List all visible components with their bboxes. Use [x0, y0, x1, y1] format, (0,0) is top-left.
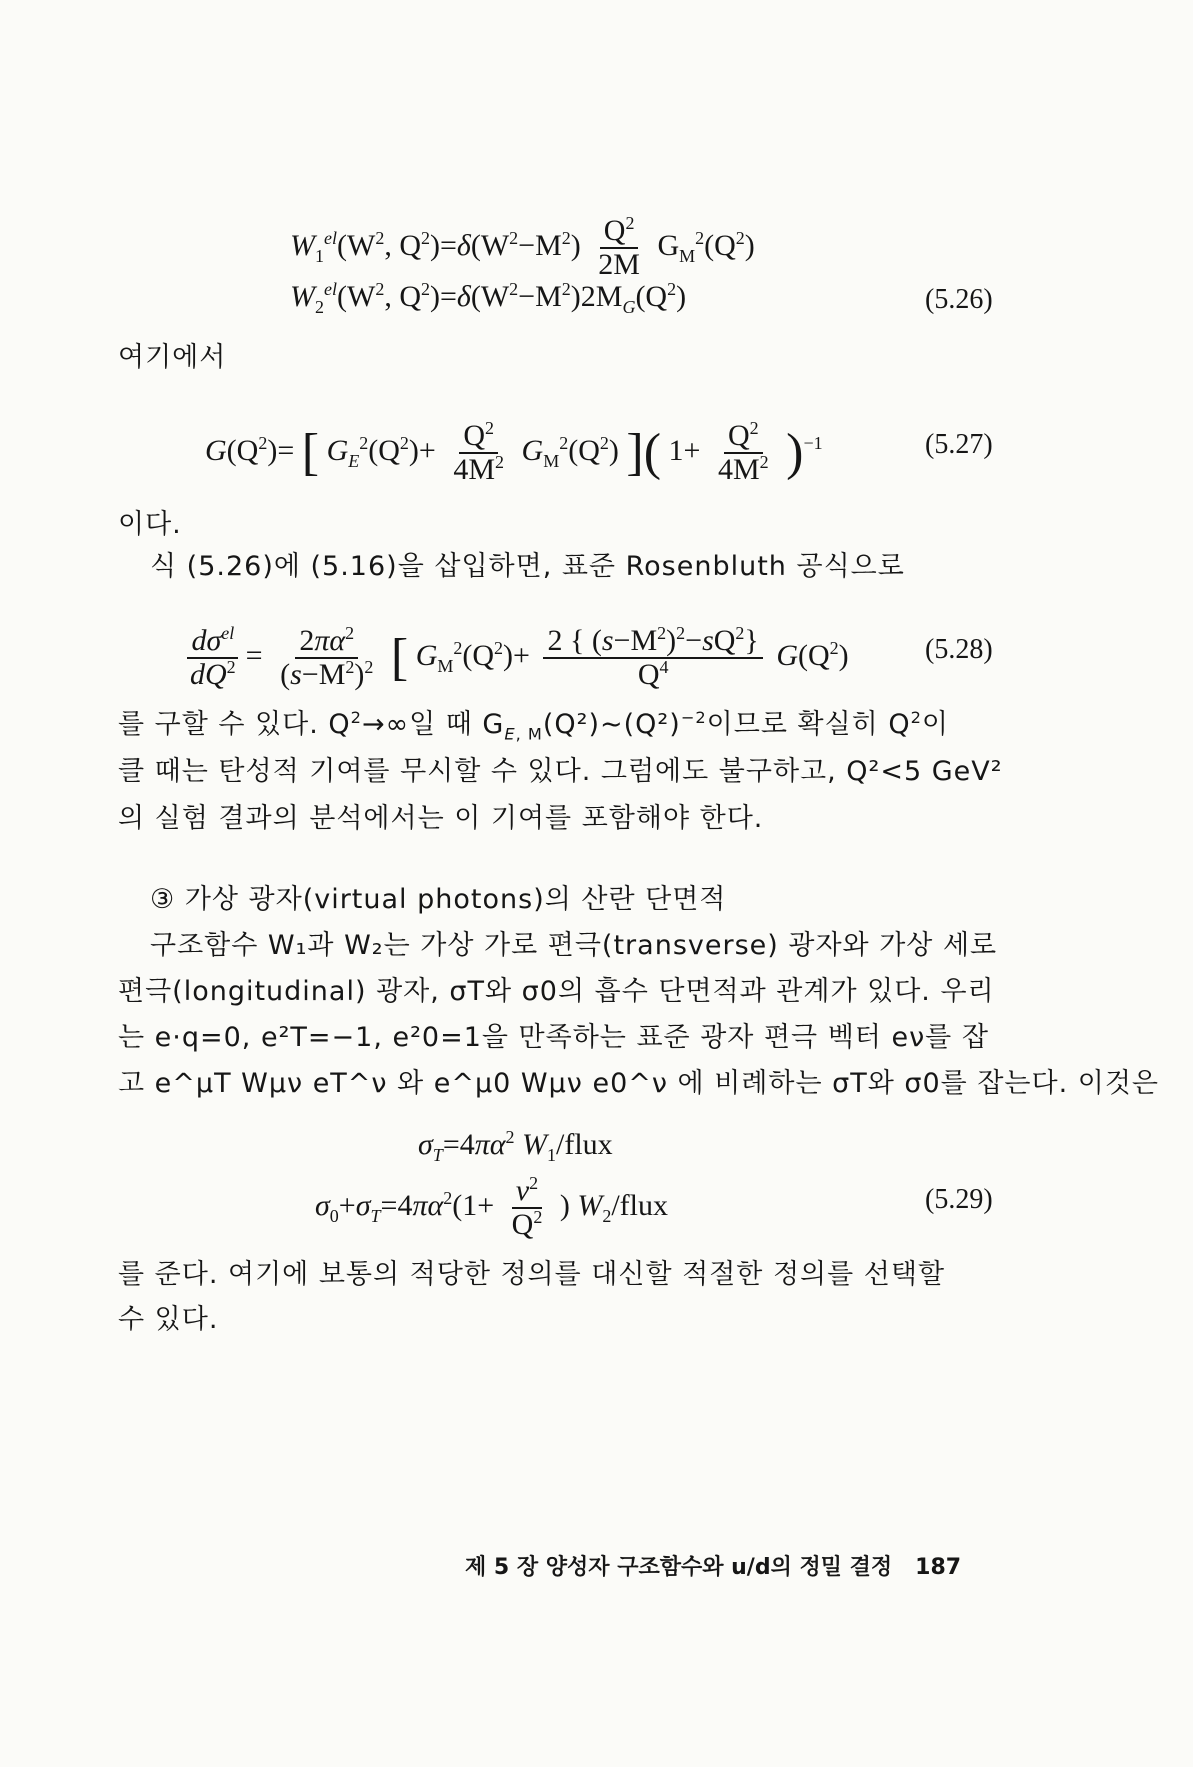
equation-number: (5.26)	[925, 284, 993, 315]
section-heading: ③ 가상 광자(virtual photons)의 산란 단면적	[150, 884, 727, 915]
running-footer	[465, 1550, 961, 1581]
equation-number: (5.27)	[925, 429, 993, 460]
equation-number: (5.29)	[925, 1184, 993, 1215]
paragraph-line: 고 e^μT Wμν eT^ν 와 e^μ0 Wμν e0^ν 에 비례하는 σT와 σ0를 잡는다. 이것은	[118, 1068, 1159, 1099]
paragraph-text	[150, 547, 905, 587]
equation-5-26-line1: $W_1^{el}(W^2$, $Q^2)=\delta(W^2-M^2)$ $\frac{Q^2}{2M}$ $G_M^2(Q^2)$	[290, 213, 755, 281]
equation-5-28: $\frac{d\sigma^{el}}{dQ^2}$ = $\frac{2\pi\alpha^2}{(s-M^2)^2}$ [ $G_M^2(Q^2)+$ $\frac{2 \{ (s-M^2)^2-sQ^2\}}{Q^4}$ $G(Q^2)$	[180, 625, 849, 691]
paragraph-line: 편극(longitudinal) 광자, σT와 σ0의 흡수 단면적과 관계가 있다. 우리	[118, 976, 995, 1007]
paragraph-text: 이다.	[118, 509, 182, 540]
equation-5-27: $G(Q^2)=$ [ $G_E^2(Q^2)+$ $\frac{Q^2}{4M^2}$ $G_M^2(Q^2)$ ]( 1+ $\frac{Q^2}{4M^2}$ )$^{-1}$	[205, 418, 823, 486]
intro-sentence: 식 (5.26)에 (5.16)을 삽입하면, 표준 Rosenbluth 공식으로	[150, 551, 905, 582]
equation-number: (5.28)	[925, 634, 993, 665]
equation-5-26-line2: $W_2^{el}(W^2$, $Q^2)=\delta(W^2-M^2)2M_G(Q^2)$	[290, 279, 687, 317]
paragraph-line: 의 실험 결과의 분석에서는 이 기여를 포함해야 한다.	[118, 803, 764, 834]
equation-5-29-line2: $\sigma_0+\sigma_T=4\pi\alpha^2(1+$ $\frac{\nu^2}{Q^2}$ ) $W_2$/flux	[315, 1173, 668, 1241]
equation-5-29-line1: $\sigma_T=4\pi\alpha^2$ $W_1$/flux	[418, 1127, 613, 1165]
paragraph-line: 를 준다. 여기에 보통의 적당한 정의를 대신할 적절한 정의를 선택할	[118, 1259, 946, 1290]
paragraph-line: 수 있다.	[118, 1304, 219, 1335]
paragraph-line: 구조함수 W₁과 W₂는 가상 가로 편극(transverse) 광자와 가상 세로	[150, 930, 998, 961]
paragraph-line: 는 e·q=0, e²T=−1, e²0=1을 만족하는 표준 광자 편극 벡터 eν를 잡	[118, 1022, 989, 1053]
page-number: 187	[915, 1555, 962, 1580]
paragraph-text: 여기에서	[118, 342, 227, 373]
paragraph-line: 클 때는 탄성적 기여를 무시할 수 있다. 그럼에도 불구하고, Q²<5 GeV²	[118, 756, 1003, 787]
paragraph-line: 를 구할 수 있다. $Q^2\to\infty$일 때 $G_{E, M}(Q^2)\sim(Q^2)^{-2}$이므로 확실히 $Q^2$이	[118, 708, 949, 744]
chapter-title: 제 5 장 양성자 구조함수와 u/d의 정밀 결정	[465, 1555, 893, 1580]
